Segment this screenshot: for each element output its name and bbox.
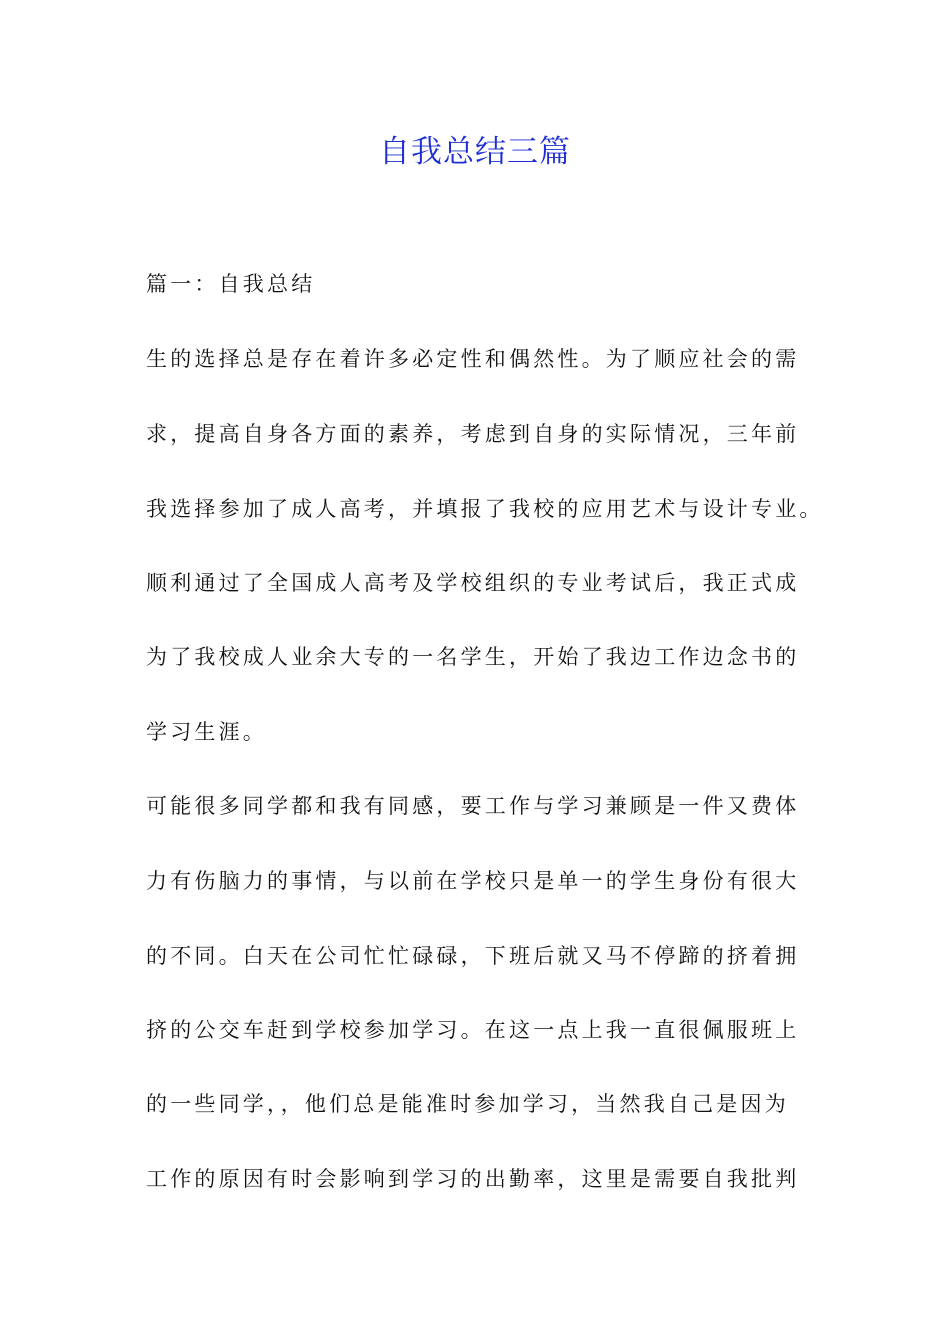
paragraph-line: 学习生涯。 [146,720,267,744]
paragraph-line: 的不同。白天在公司忙忙碌碌，下班后就又马不停蹄的挤着拥 [146,944,800,968]
paragraph-line: 顺利通过了全国成人高考及学校组织的专业考试后，我正式成 [146,571,800,595]
paragraph-line: 可能很多同学都和我有同感，要工作与学习兼顾是一件又费体 [146,794,800,818]
paragraph-line: 为了我校成人业余大专的一名学生，开始了我边工作边念书的 [146,645,800,669]
paragraph-line: 挤的公交车赶到学校参加学习。在这一点上我一直很佩服班上 [146,1018,800,1042]
paragraph-line: 求，提高自身各方面的素养，考虑到自身的实际情况，三年前 [146,422,800,446]
paragraph-line: 我选择参加了成人高考，并填报了我校的应用艺术与设计专业。 [146,497,824,521]
paragraph-line: 工作的原因有时会影响到学习的出勤率，这里是需要自我批判 [146,1167,800,1191]
document-title: 自我总结三篇 [379,134,571,170]
paragraph-line: 力有伤脑力的事情，与以前在学校只是单一的学生身份有很大 [146,869,800,893]
paragraph-line: 生的选择总是存在着许多必定性和偶然性。为了顺应社会的需 [146,347,800,371]
paragraph-line: 的一些同学，，他们总是能准时参加学习，当然我自己是因为 [146,1092,789,1116]
section-heading: 篇一：自我总结 [146,272,316,296]
